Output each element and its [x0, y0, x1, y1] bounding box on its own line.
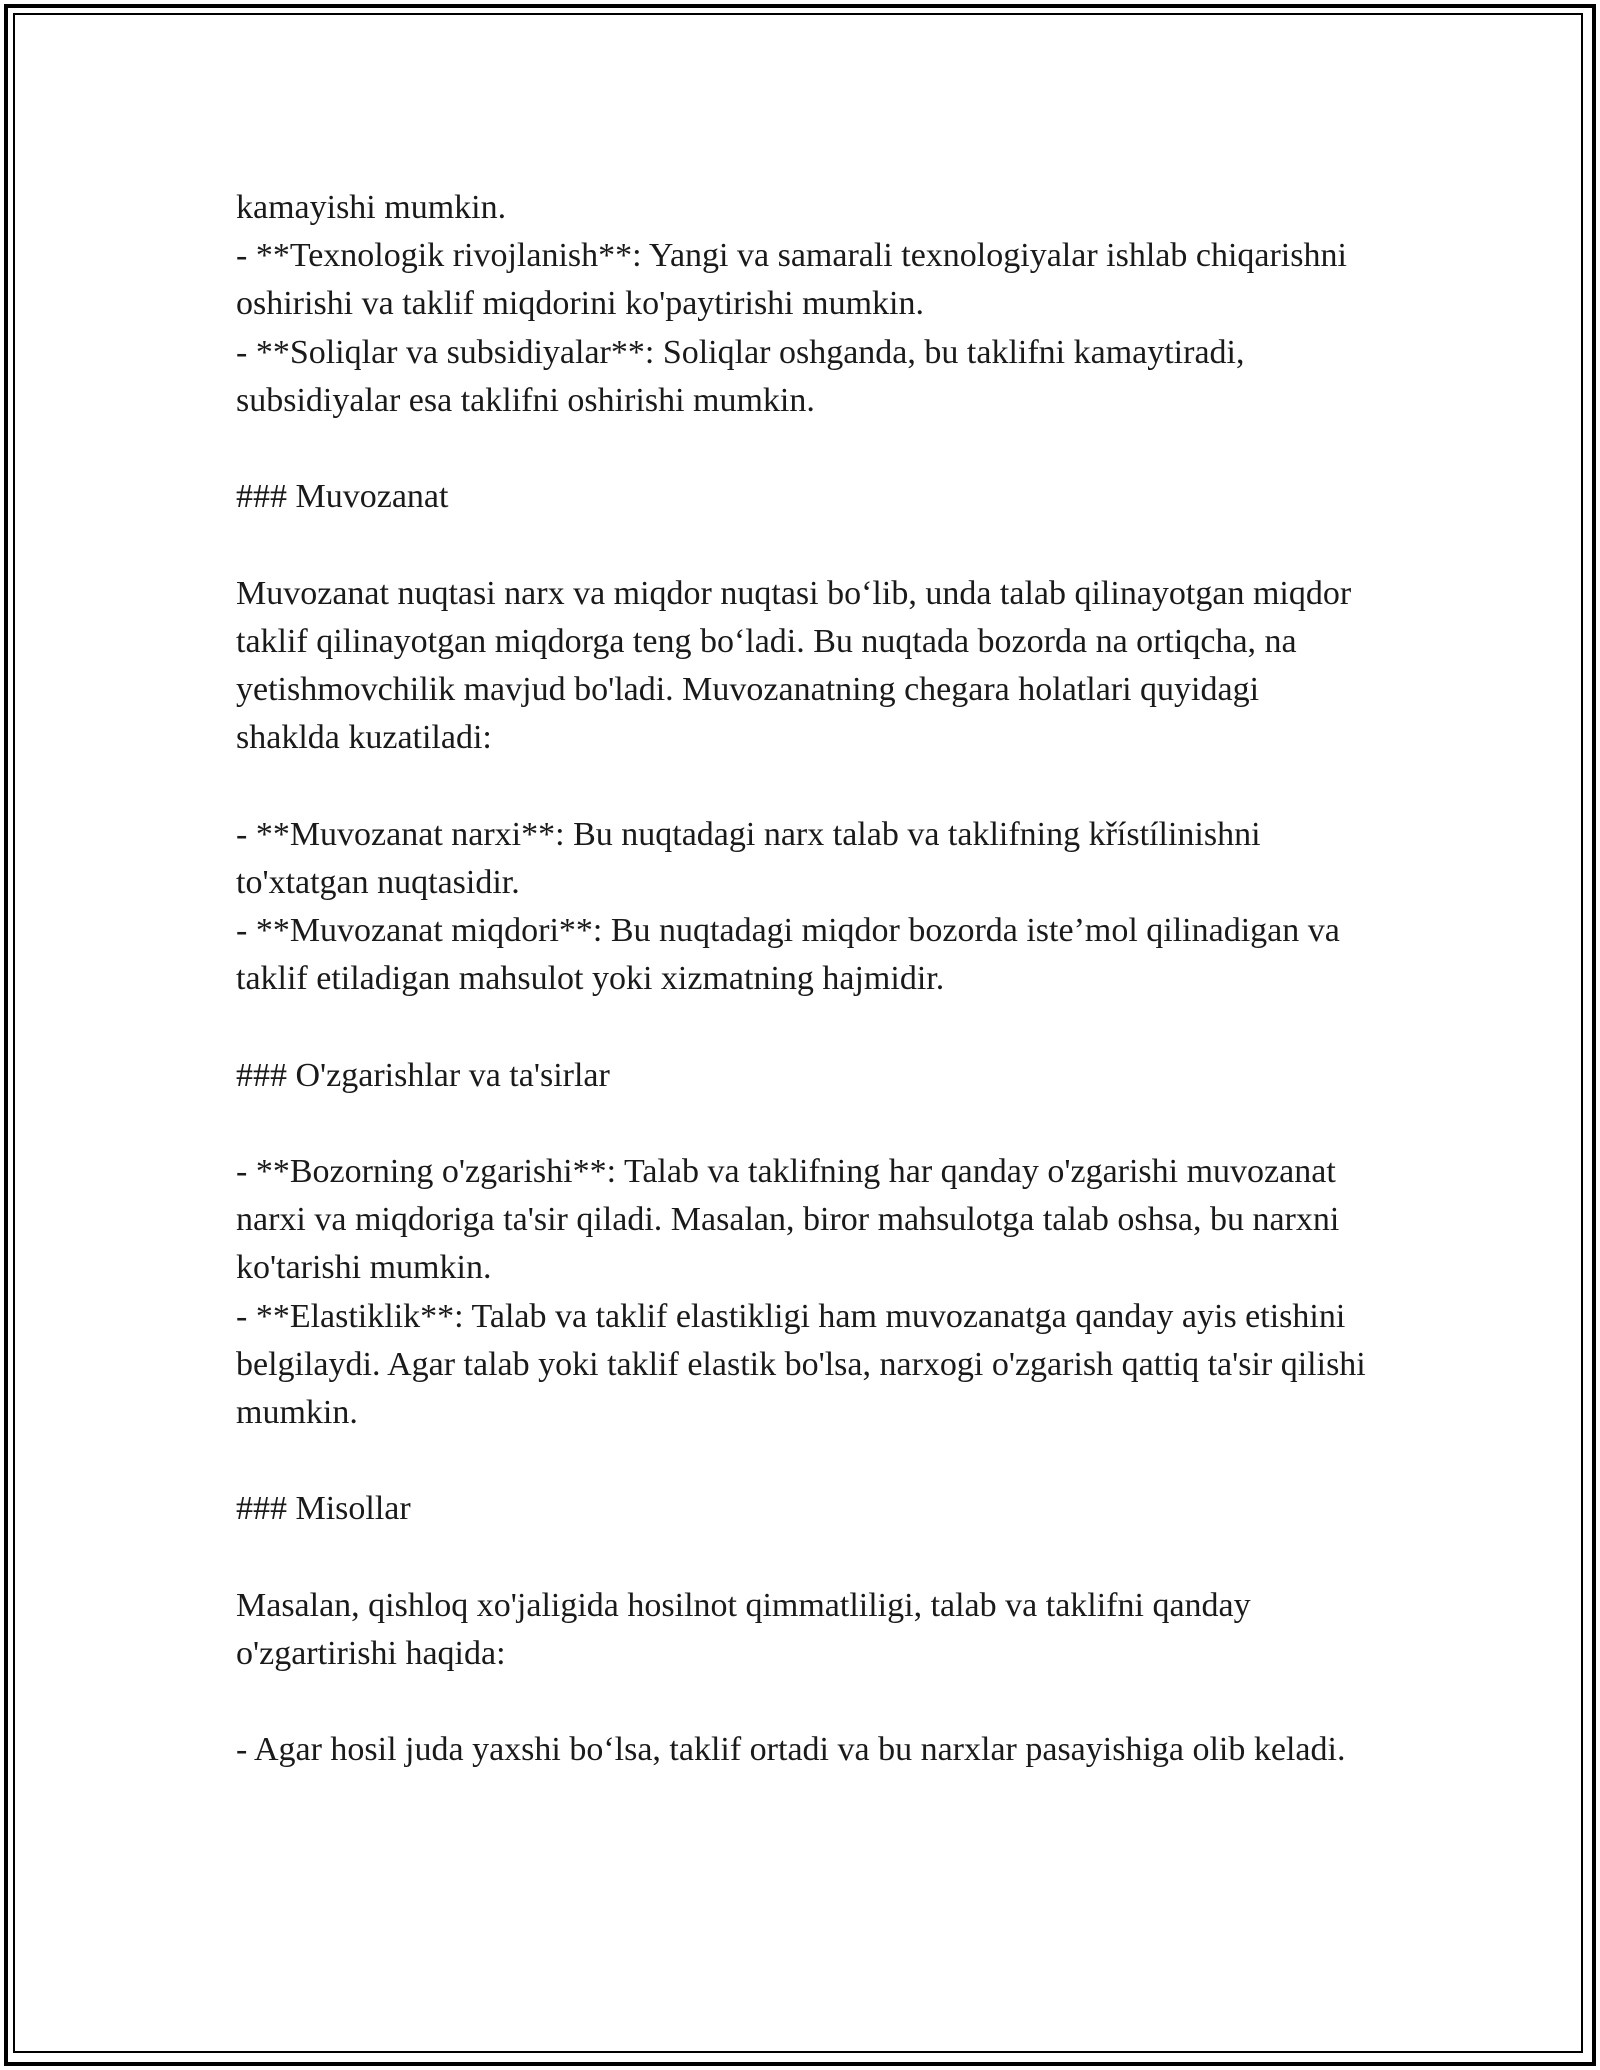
paragraph-gap [236, 1100, 1366, 1148]
heading-misollar: ### Misollar [236, 1490, 411, 1528]
paragraph-supply-factors: kamayishi mumkin. - **Texnologik rivojlanish**: Yangi va samarali texnologiyalar ishlab chiqarishni oshirishi va taklif miqdorini ko'paytirishi mumkin. - **Soliqlar va subsidiyalar**: Soliqlar oshganda, bu taklifni kamaytiradi, subsidiyalar esa taklifni oshirishi mumkin. [236, 189, 1347, 419]
paragraph-agriculture-example: Masalan, qishloq xo'jaligida hosilnot qimmatliligi, talab va taklifni qanday o'zgartirishi haqida: [236, 1586, 1251, 1672]
paragraph-gap [236, 762, 1366, 810]
list-harvest-example: - Agar hosil juda yaxshi bo‘lsa, taklif ortadi va bu narxlar pasayishiga olib keladi. [236, 1731, 1346, 1769]
heading-changes-effects: ### O'zgarishlar va ta'sirlar [236, 1056, 610, 1094]
paragraph-gap [236, 1437, 1366, 1485]
paragraph-gap [236, 425, 1366, 473]
heading-muvozanat: ### Muvozanat [236, 478, 449, 516]
list-equilibrium-price-quantity: - **Muvozanat narxi**: Bu nuqtadagi narx talab va taklifning křístílinishni to'xtatgan nuqtasidir. - **Muvozanat miqdori**: Bu nuqtadagi miqdor bozorda iste’mol qilinadigan va taklif etiladigan mahsulot yoki xizmatning hajmidir. [236, 815, 1340, 998]
document-body [236, 184, 1366, 1775]
paragraph-gap [236, 521, 1366, 569]
paragraph-gap [236, 1003, 1366, 1051]
paragraph-equilibrium-definition: Muvozanat nuqtasi narx va miqdor nuqtasi bo‘lib, unda talab qilinayotgan miqdor taklif qilinayotgan miqdorga teng bo‘ladi. Bu nuqtada bozorda na ortiqcha, na yetishmovchilik mavjud bo'ladi. Muvozanatning chegara holatlari quyidagi shaklda kuzatiladi: [236, 574, 1352, 757]
paragraph-gap [236, 1678, 1366, 1726]
paragraph-gap [236, 1534, 1366, 1582]
list-market-changes-elasticity: - **Bozorning o'zgarishi**: Talab va taklifning har qanday o'zgarishi muvozanat narxi va miqdoriga ta'sir qiladi. Masalan, biror mahsulotga talab oshsa, bu narxni ko'tarishi mumkin. - **Elastiklik**: Talab va taklif elastikligi ham muvozanatga qanday ayis etishini belgilaydi. Agar talab yoki taklif elastik bo'lsa, narxogi o'zgarish qattiq ta'sir qilishi mumkin. [236, 1152, 1366, 1431]
